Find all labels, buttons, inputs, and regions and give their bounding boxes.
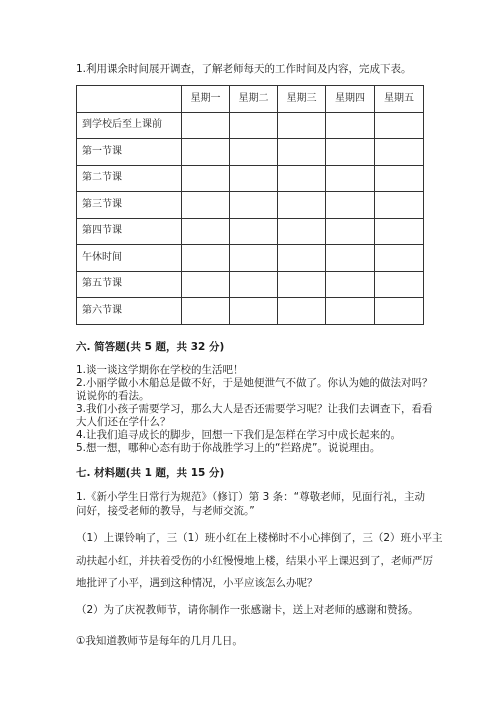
table-empty-cell (230, 245, 278, 272)
table-row-label: 第六节课 (77, 298, 182, 325)
table-row-label: 第四节课 (77, 218, 182, 245)
section-6-line: 2.小丽学做小木船总是做不好，于是她便泄气不做了。你认为她的做法对吗？ (76, 377, 433, 389)
teacher-schedule-table (76, 85, 424, 325)
table-empty-cell (182, 271, 230, 298)
table-empty-cell (326, 271, 375, 298)
table-empty-cell (278, 298, 326, 325)
table-empty-cell (182, 139, 230, 166)
question-1-text: 1.利用课余时间展开调查，了解老师每天的工作时间及内容，完成下表。 (76, 63, 412, 75)
table-empty-cell (326, 139, 375, 166)
table-row (77, 298, 424, 325)
table-empty-cell (375, 218, 424, 245)
table-empty-cell (326, 218, 375, 245)
table-row (77, 112, 424, 139)
section-6-title: 六. 简答题(共 5 题，共 32 分) (76, 341, 225, 353)
table-empty-cell (278, 192, 326, 219)
table-row-label: 午休时间 (77, 245, 182, 272)
section-6-line: 大人们还在学什么？ (76, 416, 171, 428)
table-empty-cell (230, 271, 278, 298)
section-6-line: 说说你的看法。 (76, 390, 150, 402)
table-header-cell: 星期五 (375, 86, 424, 113)
table-header-cell: 星期二 (230, 86, 278, 113)
table-row (77, 139, 424, 166)
table-empty-cell (182, 112, 230, 139)
table-empty-cell (230, 192, 278, 219)
section-6-line: 4.让我们追寻成长的脚步，回想一下我们是怎样在学习中成长起来的。 (76, 429, 402, 441)
table-empty-cell (278, 139, 326, 166)
table-empty-cell (182, 192, 230, 219)
table-empty-cell (375, 139, 424, 166)
table-empty-cell (326, 192, 375, 219)
section-6-line: 5.想一想，哪种心态有助于你战胜学习上的“拦路虎”。说说理由。 (76, 442, 381, 454)
table-empty-cell (230, 112, 278, 139)
table-empty-cell (278, 165, 326, 192)
section-7-p1-line: （1）上课铃响了，三（1）班小红在上楼梯时不小心摔倒了，三（2）班小平主 (76, 532, 443, 544)
table-empty-cell (182, 298, 230, 325)
table-empty-cell (278, 245, 326, 272)
table-header-row (77, 86, 424, 113)
table-empty-cell (230, 218, 278, 245)
table-header-cell: 星期四 (326, 86, 375, 113)
table-row (77, 245, 424, 272)
table-row-label: 第三节课 (77, 192, 182, 219)
table-row-label: 到学校后至上课前 (77, 112, 182, 139)
table-empty-cell (278, 271, 326, 298)
section-6-line: 3.我们小孩子需要学习，那么大人是否还需要学习呢？让我们去调查下，看看 (76, 403, 433, 415)
table-empty-cell (375, 112, 424, 139)
section-7-title: 七. 材料题(共 1 题，共 15 分) (76, 467, 225, 479)
table-empty-cell (326, 298, 375, 325)
table-empty-cell (326, 112, 375, 139)
table-empty-cell (278, 218, 326, 245)
table-empty-cell (375, 271, 424, 298)
table-empty-cell (326, 245, 375, 272)
table-empty-cell (375, 245, 424, 272)
section-7-p2: （2）为了庆祝教师节，请你制作一张感谢卡，送上对老师的感谢和赞扬。 (76, 604, 419, 616)
table-empty-cell (375, 165, 424, 192)
table-empty-cell (182, 218, 230, 245)
table-row-label: 第五节课 (77, 271, 182, 298)
table-header-cell: 星期三 (278, 86, 326, 113)
table-header-cell (77, 86, 182, 113)
table-empty-cell (230, 139, 278, 166)
table-empty-cell (326, 165, 375, 192)
section-7-p3: ①我知道教师节是每年的几月几日。 (76, 635, 243, 647)
table-empty-cell (230, 165, 278, 192)
table-empty-cell (230, 298, 278, 325)
table-row (77, 218, 424, 245)
section-7-p1-line: 动扶起小红，并扶着受伤的小红慢慢地上楼，结果小平上课迟到了，老师严厉 (76, 555, 433, 567)
table-row (77, 192, 424, 219)
table-empty-cell (182, 245, 230, 272)
section-6-line: 1.谈一谈这学期你在学校的生活吧！ (76, 364, 244, 376)
table-empty-cell (375, 192, 424, 219)
table-row (77, 271, 424, 298)
section-7-intro-line: 1.《新小学生日常行为规范》（修订）第 3 条：“尊敬老师，见面行礼，主动 (76, 491, 426, 503)
table-row-label: 第二节课 (77, 165, 182, 192)
table-empty-cell (375, 298, 424, 325)
table-row-label: 第一节课 (77, 139, 182, 166)
table-header-cell: 星期一 (182, 86, 230, 113)
table-empty-cell (182, 165, 230, 192)
section-7-p1-line: 地批评了小平，遇到这种情况，小平应该怎么办呢？ (76, 577, 318, 589)
table-row (77, 165, 424, 192)
section-7-intro-line: 问好，接受老师的教导，与老师交流。” (76, 505, 255, 517)
table-empty-cell (278, 112, 326, 139)
